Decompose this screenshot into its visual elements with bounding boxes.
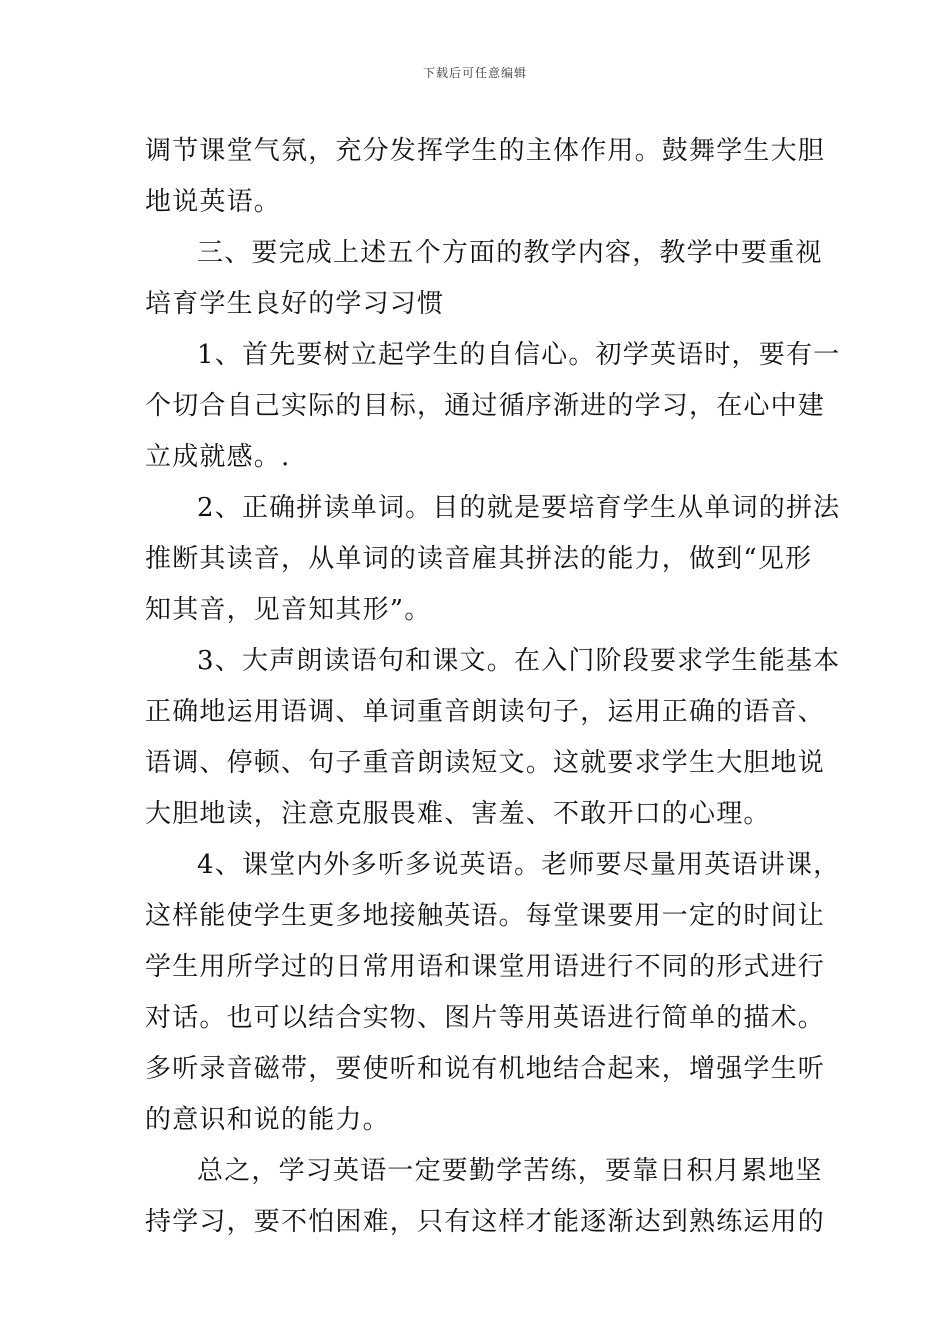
text-line: 持学习，要不怕困难，只有这样才能逐渐达到熟练运用的 <box>145 1207 826 1237</box>
text-line: 多听录音磁带，要使听和说有机地结合起来，增强学生听 <box>145 1054 826 1084</box>
list-item-2-line: 2、正确拼读单词。目的就是要培育学生从单词的拼法 <box>197 493 841 523</box>
text-line: 对话。也可以结合实物、图片等用英语进行简单的描术。 <box>145 1003 826 1033</box>
text-line: 学生用所学过的日常用语和课堂用语进行不同的形式进行 <box>145 952 826 982</box>
section-heading-line: 三、要完成上述五个方面的教学内容，教学中要重视 <box>197 238 823 268</box>
text-line: 个切合自己实际的目标，通过循序渐进的学习，在心中建 <box>145 391 826 421</box>
text-line: 地说英语。 <box>145 187 282 217</box>
list-item-1-line: 1、首先要树立起学生的自信心。初学英语时，要有一 <box>197 340 841 370</box>
list-item-4-line: 4、课堂内外多听多说英语。老师要尽量用英语讲课， <box>197 850 841 880</box>
text-line: 正确地运用语调、单词重音朗读句子，运用正确的语音、 <box>145 697 826 727</box>
text-line: 这样能使学生更多地接触英语。每堂课要用一定的时间让 <box>145 901 826 931</box>
text-line: 推断其读音，从单词的读音雇其拼法的能力，做到“见形 <box>145 544 813 574</box>
text-line: 大胆地读，注意克服畏难、害羞、不敢开口的心理。 <box>145 799 771 829</box>
header-note: 下载后可任意编辑 <box>422 66 527 80</box>
text-line: 知其音，见音知其形”。 <box>145 595 432 625</box>
body-text <box>145 126 841 1248</box>
text-line: 的意识和说的能力。 <box>145 1105 390 1135</box>
text-line: 语调、停顿、句子重音朗读短文。这就要求学生大胆地说 <box>145 748 826 778</box>
text-line: 培育学生良好的学习习惯 <box>145 289 445 319</box>
text-line: 立成就感。. <box>145 442 291 472</box>
text-line: 调节课堂气氛，充分发挥学生的主体作用。鼓舞学生大胆 <box>145 136 826 166</box>
conclusion-line: 总之，学习英语一定要勤学苦练，要靠日积月累地坚 <box>197 1156 823 1186</box>
list-item-3-line: 3、大声朗读语句和课文。在入门阶段要求学生能基本 <box>197 646 841 676</box>
